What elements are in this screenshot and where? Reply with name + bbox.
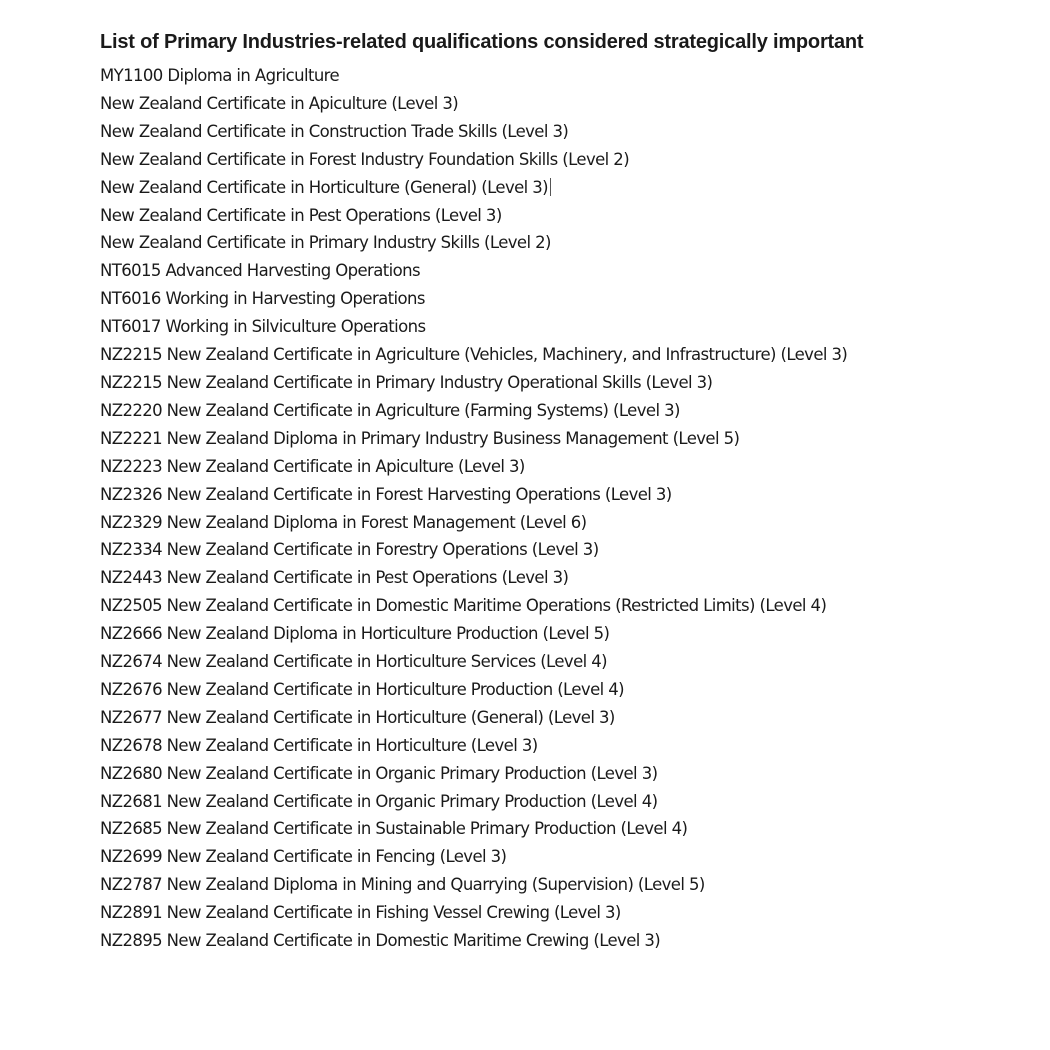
list-item: New Zealand Certificate in Primary Industry Skills (Level 2) [100,233,551,253]
list-item: NZ2681 New Zealand Certificate in Organic Primary Production (Level 4) [100,791,658,811]
list-item: NZ2676 New Zealand Certificate in Horticulture Production (Level 4) [100,679,624,699]
list-item: NZ2215 New Zealand Certificate in Primary Industry Operational Skills (Level 3) [100,372,713,392]
list-item: New Zealand Certificate in Pest Operations (Level 3) [100,205,502,225]
list-item: NT6017 Working in Silviculture Operations [100,317,426,337]
list-item: NZ2787 New Zealand Diploma in Mining and Quarrying (Supervision) (Level 5) [100,875,705,895]
list-item: NZ2505 New Zealand Certificate in Domestic Maritime Operations (Restricted Limits) (Level 4) [100,596,827,616]
list-item: NZ2329 New Zealand Diploma in Forest Management (Level 6) [100,512,587,532]
qualification-list [100,62,1000,955]
list-item: NZ2680 New Zealand Certificate in Organic Primary Production (Level 3) [100,763,658,783]
list-item: New Zealand Certificate in Forest Industry Foundation Skills (Level 2) [100,149,630,169]
list-item: NZ2685 New Zealand Certificate in Sustainable Primary Production (Level 4) [100,819,688,839]
list-item-text: New Zealand Certificate in Horticulture (General) (Level 3) [100,177,549,197]
list-item: NZ2215 New Zealand Certificate in Agriculture (Vehicles, Machinery, and Infrastructure) (Level 3) [100,345,848,365]
list-item: NZ2699 New Zealand Certificate in Fencing (Level 3) [100,847,507,867]
list-item: NZ2443 New Zealand Certificate in Pest Operations (Level 3) [100,568,569,588]
document-body[interactable] [100,28,1000,955]
list-item: MY1100 Diploma in Agriculture [100,66,340,85]
list-item: NZ2221 New Zealand Diploma in Primary Industry Business Management (Level 5) [100,428,740,448]
list-item: NZ2326 New Zealand Certificate in Forest Harvesting Operations (Level 3) [100,484,672,504]
document-title: List of Primary Industries-related qualifications considered strategically important [100,31,864,53]
list-item: NZ2220 New Zealand Certificate in Agriculture (Farming Systems) (Level 3) [100,400,680,420]
list-item: New Zealand Certificate in Construction Trade Skills (Level 3) [100,121,569,141]
list-item: NZ2678 New Zealand Certificate in Horticulture (Level 3) [100,735,538,755]
list-item: NZ2677 New Zealand Certificate in Horticulture (General) (Level 3) [100,707,615,727]
list-item: NT6015 Advanced Harvesting Operations [100,261,420,281]
list-item: NZ2666 New Zealand Diploma in Horticulture Production (Level 5) [100,624,610,644]
list-item: NZ2895 New Zealand Certificate in Domestic Maritime Crewing (Level 3) [100,931,661,951]
list-item: NZ2334 New Zealand Certificate in Forestry Operations (Level 3) [100,540,599,560]
text-cursor [550,178,551,196]
list-item-with-caret[interactable] [100,174,1000,202]
list-item: NT6016 Working in Harvesting Operations [100,289,425,309]
list-item: NZ2891 New Zealand Certificate in Fishing Vessel Crewing (Level 3) [100,903,621,923]
list-item: New Zealand Certificate in Apiculture (Level 3) [100,93,459,113]
list-item: NZ2674 New Zealand Certificate in Horticulture Services (Level 4) [100,652,607,672]
list-item: NZ2223 New Zealand Certificate in Apiculture (Level 3) [100,456,525,476]
